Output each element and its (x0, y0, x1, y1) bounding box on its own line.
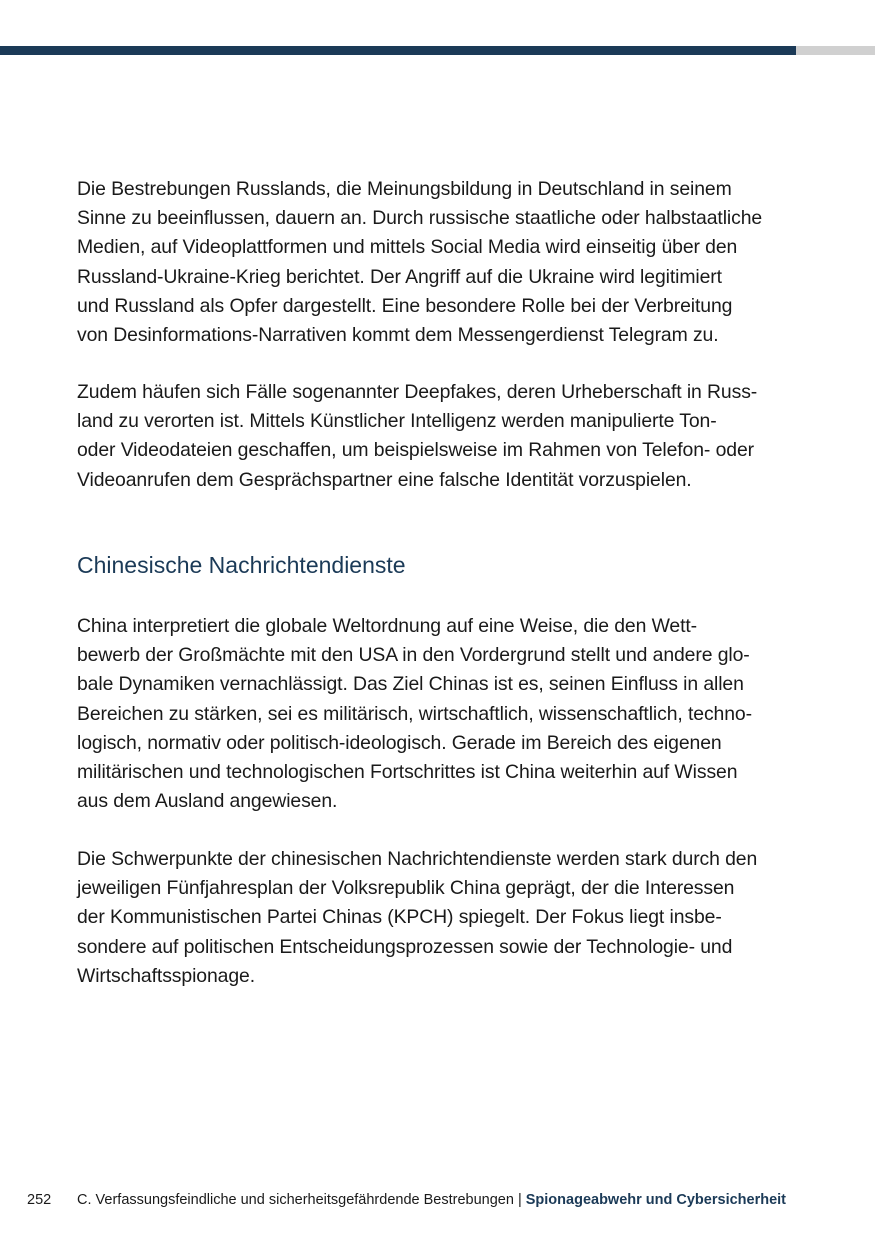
page-footer (27, 1190, 786, 1210)
footer-section: Spionageabwehr und Cybersicherheit (525, 1192, 786, 1208)
section-heading: Chinesische Nachrichtendienste (77, 552, 406, 578)
footer-separator: | (517, 1192, 522, 1208)
header-gray-bar (796, 46, 875, 55)
page-number: 252 (27, 1192, 52, 1208)
paragraph-china-world-order: China interpretiert die globale Weltordnung auf eine Weise, die den Wett- bewerb der Großmächte mit den USA in den Vordergrund stellt und andere glo- bale Dynamiken vernachlässigt. Das Ziel Chinas ist es, seinen Einfluss in allen Bereichen zu stärken, sei es militärisch, wirtschaftlich, wissenschaftlich, techno- logisch, normativ oder politisch-ideologisch. Gerade im Bereich des eigenen militärischen und technologischen Fortschrittes ist China weiterhin auf Wissen aus dem Ausland angewiesen. (77, 615, 752, 813)
paragraph-russia-influence: Die Bestrebungen Russlands, die Meinungsbildung in Deutschland in seinem Sinne zu beeinflussen, dauern an. Durch russische staatliche oder halbstaatliche Medien, auf Videoplattformen und mittels Social Media wird einseitig über den Russland-Ukraine-Krieg berichtet. Der Angriff auf die Ukraine wird legitimiert und Russland als Opfer dargestellt. Eine besondere Rolle bei der Verbreitung von Desinformations-Narrativen kommt dem Messengerdienst Telegram zu. (77, 178, 763, 347)
paragraph-deepfakes: Zudem häufen sich Fälle sogenannter Deepfakes, deren Urheberschaft in Russ- land zu verorten ist. Mittels Künstlicher Intelligenz werden manipulierte Ton- oder Videodateien geschaffen, um beispielsweise im Rahmen von Telefon- oder Videoanrufen dem Gesprächspartner eine falsche Identität vorzuspielen. (77, 381, 758, 491)
header-accent-bar (0, 46, 796, 55)
paragraph-china-priorities: Die Schwerpunkte der chinesischen Nachrichtendienste werden stark durch den jeweiligen Fünfjahresplan der Volksrepublik China geprägt, der die Interessen der Kommunistischen Partei Chinas (KPCH) spiegelt. Der Fokus liegt insbe- sondere auf politischen Entscheidungsprozessen sowie der Technologie- und Wirtschaftsspionage. (77, 848, 758, 987)
footer-chapter: C. Verfassungsfeindliche und sicherheitsgefährdende Bestrebungen (77, 1192, 514, 1208)
